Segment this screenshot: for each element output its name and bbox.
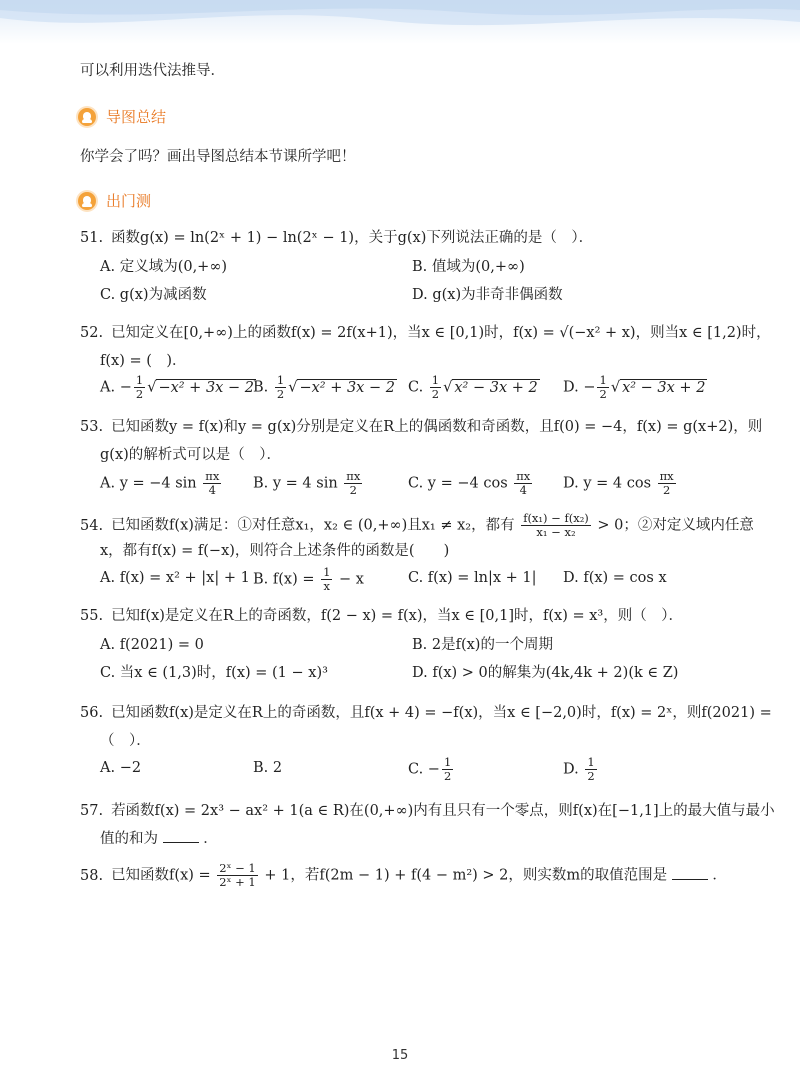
fraction-numerator: 1	[587, 755, 595, 769]
fraction	[442, 756, 453, 783]
question-52-stem-line2: f(x) = ( )．	[100, 353, 187, 369]
question-number: 57.	[80, 803, 104, 819]
question-57-stem-line2	[100, 828, 218, 850]
fraction-denominator: 2	[431, 387, 440, 401]
question-51	[80, 227, 593, 249]
option-c	[408, 470, 534, 497]
question-56-stem-line2: （ ）．	[100, 733, 151, 749]
fraction-numerator: πx	[205, 469, 220, 483]
option-sign: −	[583, 379, 596, 396]
question-number: 58.	[80, 867, 104, 884]
question-stem: 若函数f(x) = 2x³ − ax² + 1(a ∈ R)在(0,+∞)内有且只有一个零点，则f(x)在[−1,1]上的最大值与最小	[111, 803, 775, 819]
fraction	[134, 374, 145, 401]
summary-body: 你学会了吗？画出导图总结本节课所学吧！	[80, 149, 356, 165]
fraction	[514, 470, 532, 497]
option-b	[253, 566, 364, 593]
section-summary-title: 导图总结	[106, 108, 167, 126]
option-a: A. f(2021) = 0	[100, 637, 204, 653]
question-number: 52.	[80, 325, 104, 341]
option-a: A. f(x) = x² + |x| + 1	[100, 570, 250, 586]
question-stem: 已知函数f(x) =	[111, 867, 211, 884]
fraction-denominator: 4	[519, 483, 527, 497]
question-stem-end: ．	[203, 831, 218, 847]
option-label: B.	[253, 379, 269, 396]
fraction	[321, 566, 332, 593]
fraction-denominator: 2	[599, 387, 607, 401]
section-exit-test-title: 出门测	[106, 192, 152, 210]
option-b: B. 2是f(x)的一个周期	[412, 637, 553, 653]
fraction-numerator: f(x₁) − f(x₂)	[523, 511, 589, 525]
option-a: A. −2	[100, 760, 142, 776]
fraction	[217, 862, 257, 889]
fraction-numerator: 1	[599, 373, 607, 387]
fraction-numerator: πx	[346, 469, 361, 483]
fraction-denominator: x	[323, 579, 331, 593]
question-stem: 已知函数y = f(x)和y = g(x)分别是定义在R上的偶函数和奇函数，且f(0) = −4，f(x) = g(x+2)，则	[111, 419, 763, 435]
fraction	[521, 512, 591, 539]
fraction-denominator: 2	[135, 387, 144, 401]
fraction-denominator: 2	[662, 483, 671, 497]
question-53-stem-line2: g(x)的解析式可以是（ ）．	[100, 447, 282, 463]
question-stem-end: ．	[712, 867, 727, 884]
intro-line: 可以利用迭代法推导．	[80, 63, 225, 79]
answer-blank[interactable]	[672, 867, 708, 880]
option-c	[408, 756, 455, 783]
question-54	[80, 512, 754, 539]
fraction	[344, 470, 362, 497]
option-d: D. g(x)为非奇非偶函数	[412, 287, 563, 303]
option-d: D. f(x) > 0的解集为(4k,4k + 2)(k ∈ Z)	[412, 665, 679, 681]
question-55	[80, 605, 683, 627]
fraction-denominator: 4	[208, 483, 216, 497]
option-label: C.	[408, 379, 424, 396]
answer-blank[interactable]	[163, 830, 199, 843]
header-wave-graphic	[0, 0, 800, 44]
question-stem: 已知函数f(x)满足：①对任意x₁，x₂ ∈ (0,+∞)且x₁ ≠ x₂，都有	[111, 517, 515, 534]
option-expr: A. y = −4 sin	[100, 475, 197, 492]
question-number: 54.	[80, 517, 104, 534]
question-58	[80, 862, 727, 889]
option-b	[253, 470, 364, 497]
option-a: A. − $\frac{1}{2}$ √ −x² + 3x − 2	[100, 373, 254, 401]
option-c: C. $\frac{1}{2}$ √ x² − 3x + 2	[408, 373, 538, 401]
option-label: D.	[563, 379, 579, 396]
fraction-denominator: x₁ − x₂	[536, 525, 576, 539]
fraction-numerator: πx	[516, 469, 531, 483]
question-stem: 已知定义在[0,+∞)上的函数f(x) = 2f(x+1)，当x ∈ [0,1)时，f(x) = √(−x² + x)，则当x ∈ [1,2)时，	[111, 325, 771, 341]
option-d	[563, 470, 678, 497]
fraction-denominator: 2ˣ + 1	[219, 875, 256, 889]
question-56	[80, 702, 772, 724]
section-exit-test-heading	[78, 190, 151, 211]
option-d: D. − $\frac{1}{2}$ √ x² − 3x + 2	[563, 373, 706, 401]
option-expr-tail: − x	[339, 571, 364, 588]
fraction	[597, 374, 608, 401]
question-stem: 已知f(x)是定义在R上的奇函数，f(2 − x) = f(x)，当x ∈ [0,1]时，f(x) = x³，则（ ）．	[111, 608, 683, 624]
question-number: 55.	[80, 608, 104, 624]
option-c: C. f(x) = ln|x + 1|	[408, 570, 537, 586]
question-stem-tail: + 1，若f(2m − 1) + f(4 − m²) > 2，则实数m的取值范围是	[264, 867, 668, 884]
question-stem: 已知函数f(x)是定义在R上的奇函数，且f(x + 4) = −f(x)，当x ∈ [−2,0)时，f(x) = 2ˣ，则f(2021) =	[111, 705, 772, 721]
header-decoration	[0, 0, 800, 44]
fraction-numerator: 1	[276, 373, 285, 387]
question-54-stem-line2: x，都有f(x) = f(−x)，则符合上述条件的函数是( )	[100, 543, 450, 559]
option-a: A. 定义域为(0,+∞)	[100, 259, 228, 275]
question-stem: 值的和为	[100, 831, 158, 847]
fraction-numerator: 1	[135, 373, 144, 387]
option-b: B. 值域为(0,+∞)	[412, 259, 525, 275]
fraction-numerator: 1	[323, 565, 331, 579]
option-expr: B. f(x) =	[253, 571, 315, 588]
section-bulb-icon	[78, 108, 96, 126]
option-a	[100, 470, 223, 497]
option-expr: D.	[563, 761, 579, 778]
option-c: C. 当x ∈ (1,3)时，f(x) = (1 − x)³	[100, 665, 328, 681]
option-d	[563, 756, 599, 783]
radicand: −x² + 3x − 2	[299, 379, 395, 396]
option-label: A.	[100, 379, 116, 396]
fraction-numerator: 1	[431, 373, 440, 387]
question-57	[80, 800, 775, 822]
question-stem-tail: > 0；②对定义域内任意	[597, 517, 754, 534]
radicand: x² − 3x + 2	[454, 379, 538, 396]
fraction-denominator: 2	[349, 483, 357, 497]
option-expr: D. y = 4 cos	[563, 475, 652, 492]
option-sign: −	[119, 379, 132, 396]
question-number: 53.	[80, 419, 104, 435]
fraction-numerator: 2ˣ − 1	[219, 861, 256, 875]
fraction-denominator: 2	[276, 387, 285, 401]
option-expr: C. y = −4 cos	[408, 475, 508, 492]
fraction	[585, 756, 596, 783]
fraction	[203, 470, 221, 497]
fraction-denominator: 2	[587, 769, 595, 783]
question-53	[80, 416, 762, 438]
fraction	[658, 470, 676, 497]
option-expr: C. −	[408, 761, 440, 778]
fraction	[275, 374, 286, 401]
radicand: −x² + 3x − 2	[158, 379, 254, 396]
question-number: 56.	[80, 705, 104, 721]
question-number: 51.	[80, 230, 104, 246]
option-b: B. $\frac{1}{2}$ √ −x² + 3x − 2	[253, 373, 395, 401]
radicand: x² − 3x + 2	[622, 379, 706, 396]
option-expr: B. y = 4 sin	[253, 475, 338, 492]
question-stem: 函数g(x) = ln(2ˣ + 1) − ln(2ˣ − 1)，关于g(x)下列说法正确的是（ ）．	[111, 230, 594, 246]
fraction-numerator: πx	[659, 469, 674, 483]
fraction-numerator: 1	[443, 755, 452, 769]
fraction	[430, 374, 441, 401]
fraction-denominator: 2	[443, 769, 452, 783]
page-number: 15	[391, 1048, 409, 1063]
section-summary-heading	[78, 106, 166, 127]
option-c: C. g(x)为减函数	[100, 287, 207, 303]
question-52	[80, 322, 771, 344]
option-b: B. 2	[253, 760, 283, 776]
option-d: D. f(x) = cos x	[563, 570, 667, 586]
section-bulb-icon	[78, 192, 96, 210]
